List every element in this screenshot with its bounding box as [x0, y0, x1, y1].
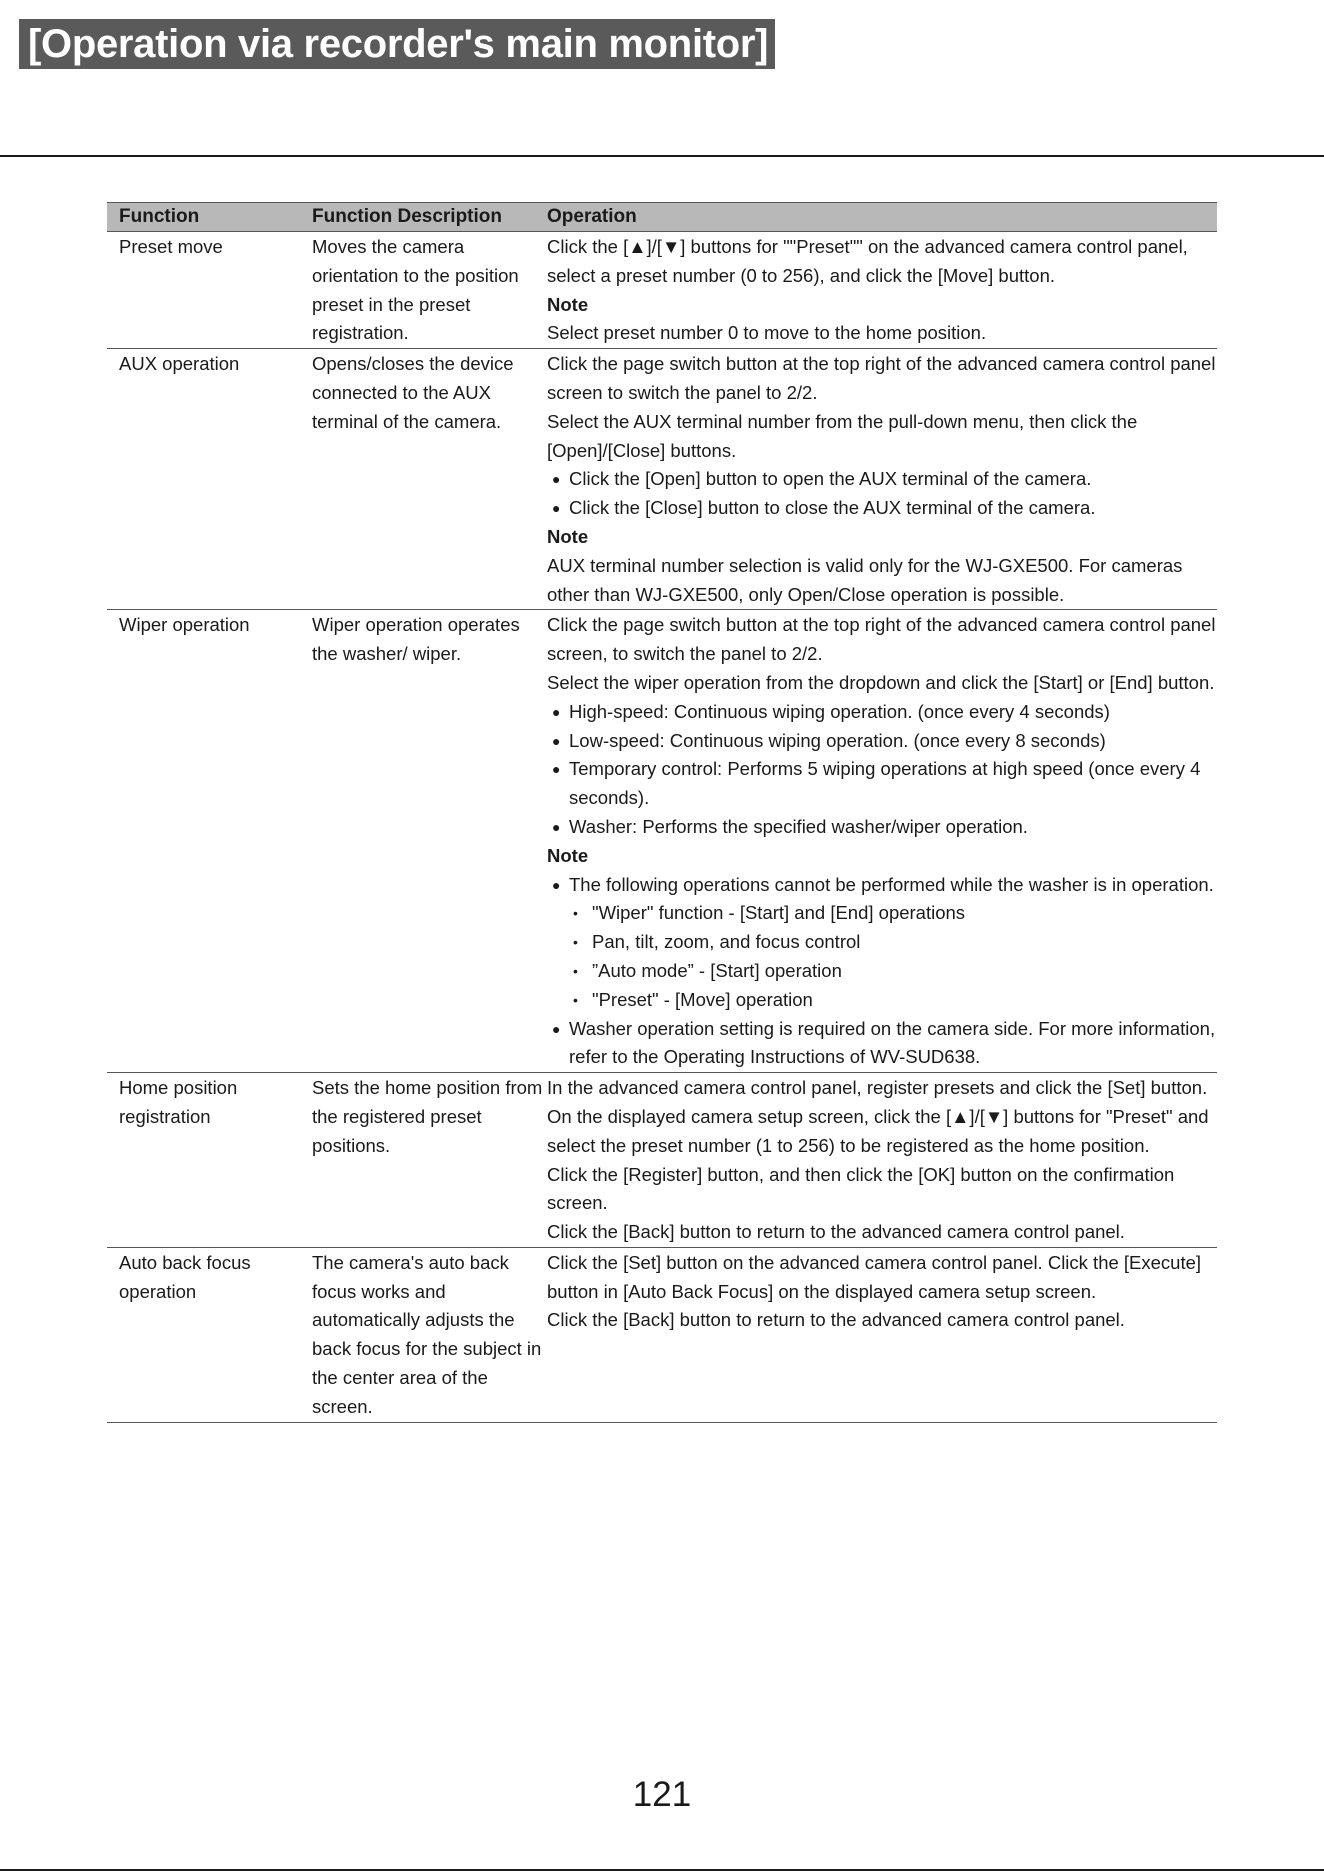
top-divider: [0, 155, 1324, 157]
function-table: [107, 202, 1217, 1423]
bullet-icon: •: [573, 962, 578, 979]
bullet-item: [547, 727, 1217, 756]
bullet-item: [547, 698, 1217, 727]
operation-paragraph: In the advanced camera control panel, register presets and click the [Set] button.: [547, 1077, 1208, 1099]
bullet-item: [547, 465, 1217, 494]
header-operation: Operation: [547, 206, 637, 227]
function-name-cell: AUX operation: [119, 353, 240, 375]
bullet-text: Temporary control: Performs 5 wiping operations at high speed (once every 4 seconds).: [569, 758, 1201, 809]
bullet-text: Low-speed: Continuous wiping operation. (once every 8 seconds): [569, 729, 1106, 751]
bullet-text: High-speed: Continuous wiping operation. (once every 4 seconds): [569, 700, 1110, 722]
function-name-cell: Auto back focus operation: [119, 1251, 251, 1302]
function-description-cell: Opens/closes the device connected to the AUX terminal of the camera.: [312, 353, 514, 432]
header-function-description: Function Description: [312, 206, 502, 227]
bullet-icon: ●: [552, 703, 561, 720]
bullet-icon: ●: [552, 500, 561, 517]
bullet-icon: •: [573, 934, 578, 951]
function-description-cell: Sets the home position from the registered preset positions.: [312, 1077, 543, 1156]
bottom-divider: [0, 1869, 1324, 1871]
header-function: Function: [119, 206, 200, 227]
operation-paragraph: Click the [Back] button to return to the advanced camera control panel.: [547, 1221, 1125, 1243]
table-row: [107, 1248, 1217, 1423]
bullet-text: "Wiper" function - [Start] and [End] operations: [592, 902, 966, 924]
table-row: [107, 610, 1217, 1073]
note-label: Note: [547, 293, 589, 315]
bullet-text: Pan, tilt, zoom, and focus control: [592, 931, 861, 953]
bullet-item: [547, 813, 1217, 842]
operation-paragraph: On the displayed camera setup screen, click the [▲]/[▼] buttons for "Preset" and select the preset number (1 to 256) to be registered as the home position.: [547, 1105, 1209, 1156]
note-label: Note: [547, 525, 589, 547]
operation-paragraph: Select preset number 0 to move to the home position.: [547, 322, 987, 344]
bullet-text: Click the [Open] button to open the AUX terminal of the camera.: [569, 468, 1092, 490]
sub-bullet-item: [547, 957, 1217, 986]
bullet-icon: ●: [552, 761, 561, 778]
bullet-item: [547, 1015, 1217, 1073]
bullet-icon: ●: [552, 471, 561, 488]
operation-paragraph: Select the wiper operation from the dropdown and click the [Start] or [End] button.: [547, 671, 1215, 693]
operation-paragraph: Click the [Set] button on the advanced camera control panel. Click the [Execute] button in [Auto Back Focus] on the displayed camera setup screen.: [547, 1251, 1202, 1302]
bullet-icon: ●: [552, 732, 561, 749]
function-name-cell: Preset move: [119, 236, 223, 257]
page-title: [Operation via recorder's main monitor]: [19, 19, 775, 69]
operation-paragraph: Click the [Register] button, and then click the [OK] button on the confirmation screen.: [547, 1163, 1175, 1214]
operation-paragraph: Click the page switch button at the top right of the advanced camera control panel screen, to switch the panel to 2/2.: [547, 614, 1216, 665]
operation-paragraph: AUX terminal number selection is valid only for the WJ-GXE500. For cameras other than WJ-GXE500, only Open/Close operation is possible.: [547, 554, 1183, 605]
bullet-text: Washer operation setting is required on the camera side. For more information, refer to the Operating Instructions of WV-SUD638.: [569, 1017, 1216, 1068]
table-header-row: [107, 202, 1217, 232]
bullet-item: [547, 871, 1217, 900]
bullet-icon: ●: [552, 1020, 561, 1037]
table-row: [107, 232, 1217, 349]
page-number: 121: [632, 1775, 692, 1814]
operation-paragraph: Click the page switch button at the top right of the advanced camera control panel screen to switch the panel to 2/2.: [547, 353, 1216, 403]
operation-cell: [547, 1248, 1217, 1422]
function-name-cell: Home position registration: [119, 1077, 238, 1127]
table-body: [107, 232, 1217, 1423]
operation-paragraph: Click the [▲]/[▼] buttons for ""Preset"" on the advanced camera control panel, select a preset number (0 to 256), and click the [Move] button.: [547, 236, 1188, 286]
bullet-icon: ●: [552, 818, 561, 835]
bullet-icon: •: [573, 991, 578, 1008]
function-description-cell: Wiper operation operates the washer/ wiper.: [312, 614, 520, 665]
operation-paragraph: Click the [Back] button to return to the advanced camera control panel.: [547, 1309, 1125, 1331]
sub-bullet-item: [547, 928, 1217, 957]
operation-cell: [547, 1073, 1217, 1247]
bullet-text: Click the [Close] button to close the AUX terminal of the camera.: [569, 497, 1096, 519]
operation-cell: [547, 610, 1217, 1072]
table-row: [107, 349, 1217, 610]
bullet-icon: ●: [552, 876, 561, 893]
table-row: [107, 1073, 1217, 1248]
sub-bullet-item: [547, 986, 1217, 1015]
operation-cell: [547, 232, 1217, 348]
bullet-icon: •: [573, 905, 578, 922]
function-name-cell: Wiper operation: [119, 614, 250, 636]
bullet-item: [547, 755, 1217, 813]
bullet-text: The following operations cannot be performed while the washer is in operation.: [569, 873, 1214, 895]
note-label: Note: [547, 844, 589, 866]
bullet-text: Washer: Performs the specified washer/wiper operation.: [569, 815, 1028, 837]
sub-bullet-item: [547, 899, 1217, 928]
bullet-item: [547, 494, 1217, 523]
function-description-cell: Moves the camera orientation to the position preset in the preset registration.: [312, 236, 519, 344]
operation-paragraph: Select the AUX terminal number from the pull-down menu, then click the [Open]/[Close] buttons.: [547, 410, 1138, 461]
bullet-text: "Preset" - [Move] operation: [592, 988, 813, 1010]
operation-cell: [547, 349, 1217, 609]
bullet-text: ”Auto mode” - [Start] operation: [592, 959, 842, 981]
function-description-cell: The camera's auto back focus works and automatically adjusts the back focus for the subject in the center area of the screen.: [312, 1251, 542, 1417]
